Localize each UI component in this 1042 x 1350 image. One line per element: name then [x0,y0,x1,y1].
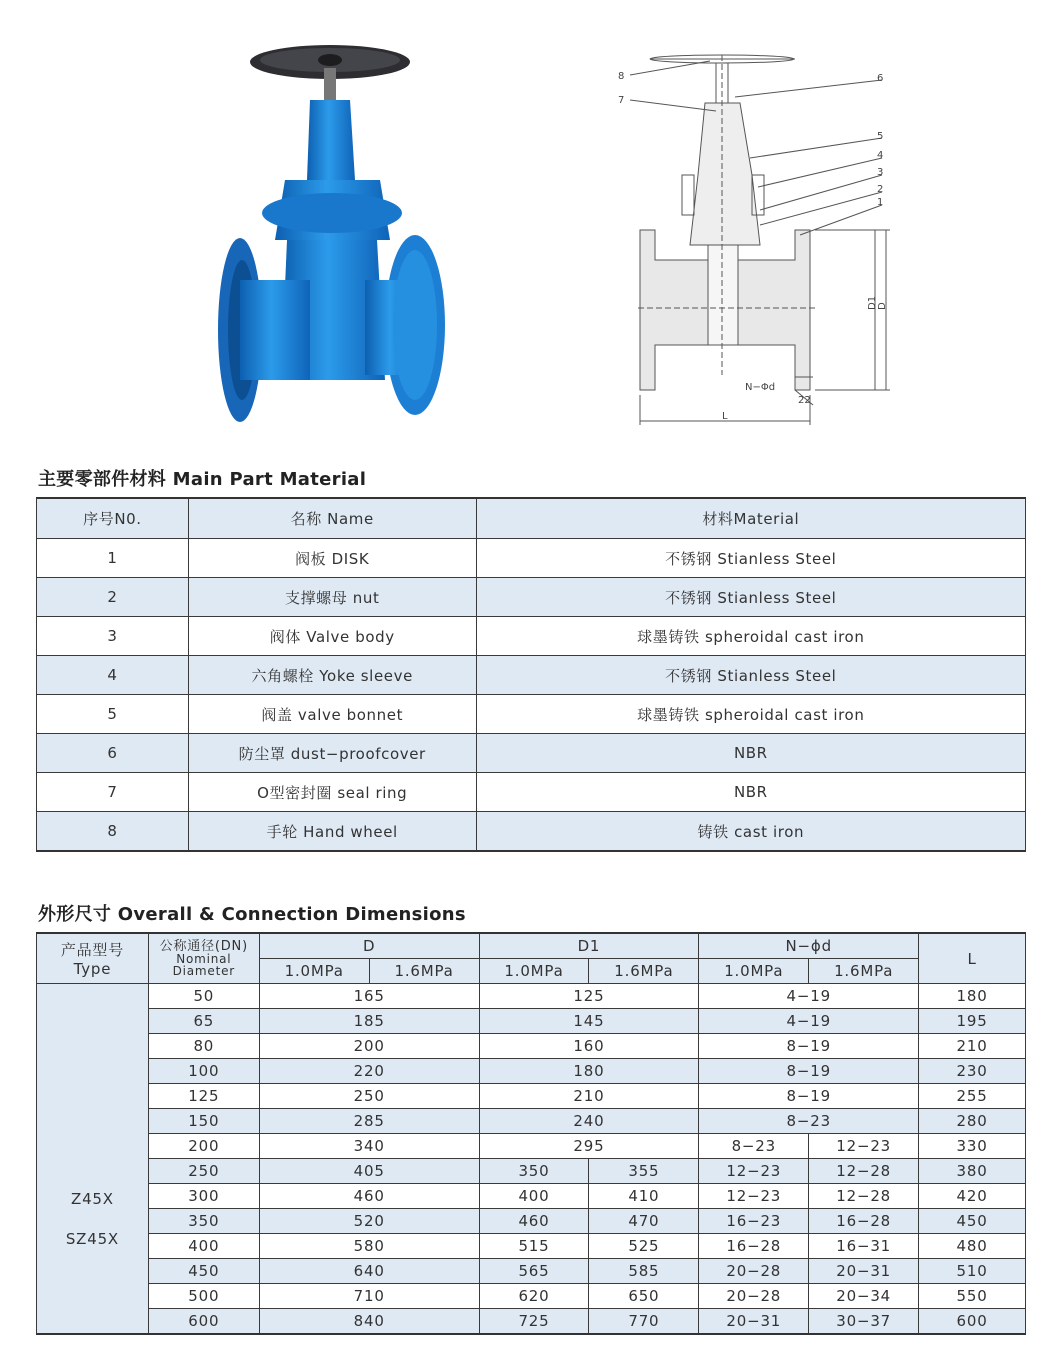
cell-dn: 250 [148,1159,259,1184]
cell-d1-1: 725 [479,1309,589,1335]
cell-n: 8−19 [699,1084,919,1109]
cell-d: 340 [259,1134,479,1159]
callout-6: 6 [877,73,884,84]
callout-5: 5 [877,131,884,142]
cell-name: 阀板 DISK [188,539,476,578]
cell-n-2: 12−23 [809,1134,919,1159]
cell-no: 5 [37,695,189,734]
cell-material: 球墨铸铁 spheroidal cast iron [476,695,1025,734]
header-pressure-2: 1.6MPa [589,959,699,984]
header-type-cn: 产品型号 [60,941,125,959]
cell-n-2: 30−37 [809,1309,919,1335]
cell-d1: 145 [479,1009,699,1034]
header-dn-en1: Nominal [176,951,232,966]
cell-d: 580 [259,1234,479,1259]
cell-d: 250 [259,1084,479,1109]
cell-no: 1 [37,539,189,578]
cell-d1: 240 [479,1109,699,1134]
table-row [37,984,1026,1009]
dimensions-section-title: 外形尺寸 Overall & Connection Dimensions [38,904,466,925]
cell-name: 支撑螺母 nut [188,578,476,617]
cell-name: 手轮 Hand wheel [188,812,476,852]
cell-material: 球墨铸铁 spheroidal cast iron [476,617,1025,656]
cell-l: 480 [919,1234,1026,1259]
table-row [37,734,1026,773]
type-cell [37,984,149,1335]
cell-n-2: 12−28 [809,1159,919,1184]
cell-name: 六角螺栓 Yoke sleeve [188,656,476,695]
header-dn [148,933,259,984]
dim-d1: D1 [867,295,878,310]
table-header-row [37,498,1026,539]
table-row [37,1284,1026,1309]
header-pressure-1: 1.0MPa [259,959,369,984]
table-row [37,1234,1026,1259]
cell-n: 8−19 [699,1059,919,1084]
cell-dn: 150 [148,1109,259,1134]
cell-l: 255 [919,1084,1026,1109]
table-row [37,1034,1026,1059]
callout-1: 1 [877,197,884,208]
cell-d: 405 [259,1159,479,1184]
header-name: 名称 Name [188,498,476,539]
cell-material: 不锈钢 Stianless Steel [476,656,1025,695]
cell-d: 710 [259,1284,479,1309]
table-row [37,1059,1026,1084]
cell-n-1: 20−31 [699,1309,809,1335]
cell-material: NBR [476,773,1025,812]
cell-dn: 600 [148,1309,259,1335]
table-row [37,1309,1026,1335]
header-d: D [259,933,479,959]
table-row [37,1009,1026,1034]
table-row [37,1109,1026,1134]
header-n-phi-d: N−ϕd [699,933,919,959]
cell-no: 8 [37,812,189,852]
cell-d1-1: 400 [479,1184,589,1209]
cell-n-1: 16−28 [699,1234,809,1259]
header-d1: D1 [479,933,699,959]
callout-3: 3 [877,167,884,178]
cell-name: 阀盖 valve bonnet [188,695,476,734]
cell-dn: 400 [148,1234,259,1259]
valve-product-image [215,40,450,435]
cell-l: 210 [919,1034,1026,1059]
cell-n-1: 12−23 [699,1184,809,1209]
dimensions-table [36,932,1026,1335]
cell-d1-2: 355 [589,1159,699,1184]
cell-dn: 125 [148,1084,259,1109]
cell-l: 550 [919,1284,1026,1309]
cell-dn: 350 [148,1209,259,1234]
callout-2: 2 [877,184,884,195]
cell-no: 4 [37,656,189,695]
table-row [37,578,1026,617]
cell-n-1: 16−23 [699,1209,809,1234]
table-row [37,1184,1026,1209]
header-type [37,933,149,984]
header-dn-en2: Diameter [172,963,236,978]
cell-dn: 500 [148,1284,259,1309]
cell-l: 330 [919,1134,1026,1159]
cell-l: 600 [919,1309,1026,1335]
valve-section-drawing [610,45,900,430]
cell-n-2: 16−31 [809,1234,919,1259]
cell-d: 165 [259,984,479,1009]
header-no: 序号N0. [37,498,189,539]
cell-d: 460 [259,1184,479,1209]
cell-d1-1: 460 [479,1209,589,1234]
cell-dn: 300 [148,1184,259,1209]
table-row [37,1209,1026,1234]
dim-l: L [722,411,728,422]
table-row [37,1259,1026,1284]
header-dn-cn: 公称通径(DN) [159,938,248,954]
cell-no: 6 [37,734,189,773]
cell-l: 280 [919,1109,1026,1134]
cell-dn: 80 [148,1034,259,1059]
cell-dn: 200 [148,1134,259,1159]
cell-d: 200 [259,1034,479,1059]
cell-d: 185 [259,1009,479,1034]
cell-d1: 160 [479,1034,699,1059]
cell-d1: 125 [479,984,699,1009]
cell-dn: 450 [148,1259,259,1284]
cell-n-1: 8−23 [699,1134,809,1159]
callout-8: 8 [618,71,625,82]
cell-n: 4−19 [699,984,919,1009]
cell-d1-2: 585 [589,1259,699,1284]
cell-d1-2: 525 [589,1234,699,1259]
cell-no: 3 [37,617,189,656]
cell-n-2: 12−28 [809,1184,919,1209]
cell-d: 220 [259,1059,479,1084]
cell-d1-2: 470 [589,1209,699,1234]
cell-l: 195 [919,1009,1026,1034]
callout-4: 4 [877,150,884,161]
dim-thickness: 22 [798,395,811,406]
cell-d1-2: 410 [589,1184,699,1209]
cell-n: 8−23 [699,1109,919,1134]
header-pressure-1: 1.0MPa [479,959,589,984]
cell-no: 7 [37,773,189,812]
table-row [37,1159,1026,1184]
table-row [37,773,1026,812]
cell-d1-1: 350 [479,1159,589,1184]
header-pressure-2: 1.6MPa [369,959,479,984]
type-sz45x: SZ45X [65,1229,120,1248]
cell-d1-2: 650 [589,1284,699,1309]
cell-d1-1: 620 [479,1284,589,1309]
cell-n-1: 20−28 [699,1284,809,1309]
cell-d: 640 [259,1259,479,1284]
cell-n-2: 20−34 [809,1284,919,1309]
cell-dn: 100 [148,1059,259,1084]
table-row [37,695,1026,734]
cell-n-1: 20−28 [699,1259,809,1284]
cell-l: 230 [919,1059,1026,1084]
cell-n: 8−19 [699,1034,919,1059]
cell-n-2: 16−28 [809,1209,919,1234]
table-row [37,1134,1026,1159]
table-row [37,1084,1026,1109]
table-row [37,812,1026,852]
callout-7: 7 [618,95,625,106]
cell-material: 不锈钢 Stianless Steel [476,578,1025,617]
cell-material: NBR [476,734,1025,773]
cell-d: 520 [259,1209,479,1234]
cell-l: 450 [919,1209,1026,1234]
cell-dn: 50 [148,984,259,1009]
cell-d: 285 [259,1109,479,1134]
cell-d1: 295 [479,1134,699,1159]
cell-l: 380 [919,1159,1026,1184]
cell-n-2: 20−31 [809,1259,919,1284]
material-section-title: 主要零部件材料 Main Part Material [38,469,367,490]
cell-n: 4−19 [699,1009,919,1034]
cell-d: 840 [259,1309,479,1335]
cell-name: O型密封圈 seal ring [188,773,476,812]
table-row [37,617,1026,656]
type-z45x: Z45X [71,1189,114,1208]
cell-d1-1: 565 [479,1259,589,1284]
material-table [36,497,1026,852]
dim-d: D [877,302,888,310]
cell-l: 420 [919,1184,1026,1209]
cell-l: 510 [919,1259,1026,1284]
cell-no: 2 [37,578,189,617]
table-row [37,656,1026,695]
cell-l: 180 [919,984,1026,1009]
cell-d1-1: 515 [479,1234,589,1259]
cell-material: 不锈钢 Stianless Steel [476,539,1025,578]
cell-d1: 180 [479,1059,699,1084]
cell-dn: 65 [148,1009,259,1034]
header-l: L [919,933,1026,984]
table-row [37,539,1026,578]
cell-name: 阀体 Valve body [188,617,476,656]
header-pressure-2: 1.6MPa [809,959,919,984]
header-material: 材料Material [476,498,1025,539]
cell-n-1: 12−23 [699,1159,809,1184]
cell-d1: 210 [479,1084,699,1109]
cell-name: 防尘罩 dust−proofcover [188,734,476,773]
cell-material: 铸铁 cast iron [476,812,1025,852]
cell-d1-2: 770 [589,1309,699,1335]
dim-nphid: N−Φd [745,382,776,393]
header-type-en: Type [73,960,112,978]
header-pressure-1: 1.0MPa [699,959,809,984]
